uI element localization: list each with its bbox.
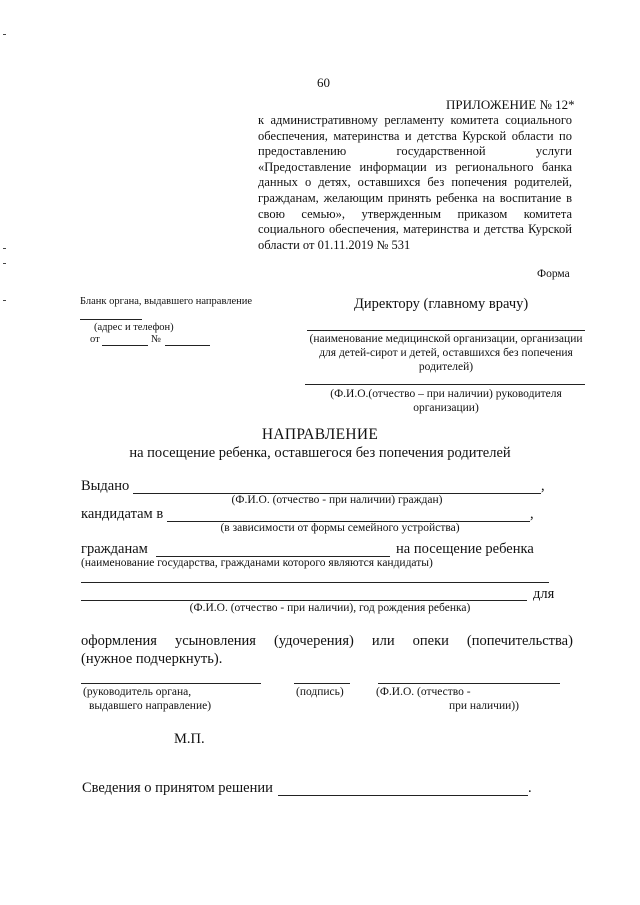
issued-label: Выдано xyxy=(81,478,130,494)
sign-caption: (подпись) xyxy=(296,686,344,698)
director-name-line[interactable] xyxy=(305,384,585,385)
appendix-line: свою семью», утвержденным приказом комитета xyxy=(258,206,572,221)
stamp-label: М.П. xyxy=(174,731,205,747)
head-caption-2: выдавшего направление) xyxy=(89,700,212,712)
appendix-line: обеспечения, материнства и детства Курской области по xyxy=(258,128,572,143)
purpose-guardianship[interactable]: опеки xyxy=(412,633,449,649)
issued-comma: , xyxy=(541,478,545,494)
form-label: Форма xyxy=(537,268,570,280)
for-label: для xyxy=(533,586,555,602)
organization-line[interactable] xyxy=(307,330,585,331)
citizens-caption: (наименование государства, гражданами которого являются кандидаты) xyxy=(81,557,433,569)
appendix-line: «Предоставление информации из регионального банка xyxy=(258,159,572,174)
page-number: 60 xyxy=(317,75,330,90)
appendix-line: социального обеспечения, материнства и детства Курской xyxy=(258,222,572,237)
appendix-line: к административному регламенту комитета социального xyxy=(258,113,572,127)
purpose-note: (нужное подчеркнуть). xyxy=(81,651,223,667)
issued-caption: (Ф.И.О. (отчество - при наличии) граждан) xyxy=(231,494,443,506)
purpose-word: оформления xyxy=(81,633,157,649)
issuer-blank-title: Бланк органа, выдавшего направление xyxy=(80,296,253,307)
appendix-line: области от 01.11.2019 № 531 xyxy=(258,237,411,252)
address-caption: (адрес и телефон) xyxy=(94,322,174,333)
number-label: № xyxy=(151,334,162,345)
name-caption-2: при наличии)) xyxy=(449,700,519,712)
signature-line[interactable] xyxy=(294,683,350,684)
candidates-label: кандидатам в xyxy=(81,506,164,522)
director-caption: (Ф.И.О.(отчество – при наличии) руководителя организации) xyxy=(330,388,562,414)
from-label: от xyxy=(90,334,100,345)
citizens-label: гражданам xyxy=(81,541,148,557)
appendix-line: предоставлению государственной услуги xyxy=(258,144,572,159)
appendix-heading: ПРИЛОЖЕНИЕ № 12* xyxy=(446,97,575,112)
scan-mark xyxy=(3,248,6,249)
document-subtitle: на посещение ребенка, оставшегося без попечения родителей xyxy=(129,445,511,461)
appendix-line: данных о детях, оставшихся без попечения родителей, xyxy=(258,175,572,190)
number-line[interactable] xyxy=(165,345,210,346)
addressee-title: Директору (главному врачу) xyxy=(354,296,529,312)
appendix-text xyxy=(258,113,572,253)
scan-mark xyxy=(3,300,6,301)
scan-mark xyxy=(3,263,6,264)
purpose-options xyxy=(81,633,573,650)
decision-label: Сведения о принятом решении xyxy=(82,780,273,796)
candidates-comma: , xyxy=(530,506,534,522)
decision-line[interactable] xyxy=(278,795,528,796)
purpose-adoption[interactable]: усыновления xyxy=(174,633,256,649)
date-line[interactable] xyxy=(102,345,148,346)
purpose-or: или xyxy=(371,633,395,649)
name-caption-1: (Ф.И.О. (отчество - xyxy=(376,686,471,698)
purpose-trusteeship[interactable]: (попечительства) xyxy=(466,633,573,649)
full-name-line[interactable] xyxy=(378,683,560,684)
child-caption: (Ф.И.О. (отчество - при наличии), год рождения ребенка) xyxy=(189,602,471,614)
child-info-line[interactable] xyxy=(81,582,549,583)
head-caption-1: (руководитель органа, xyxy=(83,686,192,698)
appendix-line: гражданам, желающим принять ребенка на воспитание в xyxy=(258,190,572,205)
candidates-caption: (в зависимости от формы семейного устройства) xyxy=(220,522,460,534)
purpose-adoption-girl[interactable]: (удочерения) xyxy=(273,633,354,649)
scan-mark xyxy=(3,34,6,35)
document-title: НАПРАВЛЕНИЕ xyxy=(261,426,379,443)
decision-period: . xyxy=(528,780,532,796)
address-line[interactable] xyxy=(80,319,142,320)
organization-caption: (наименование медицинской организации, организации для детей-сирот и детей, оставшихся без попечения родителей) xyxy=(309,333,583,373)
visit-label: на посещение ребенка xyxy=(396,541,534,557)
child-info-line-2[interactable] xyxy=(81,600,527,601)
head-signature-line[interactable] xyxy=(81,683,261,684)
